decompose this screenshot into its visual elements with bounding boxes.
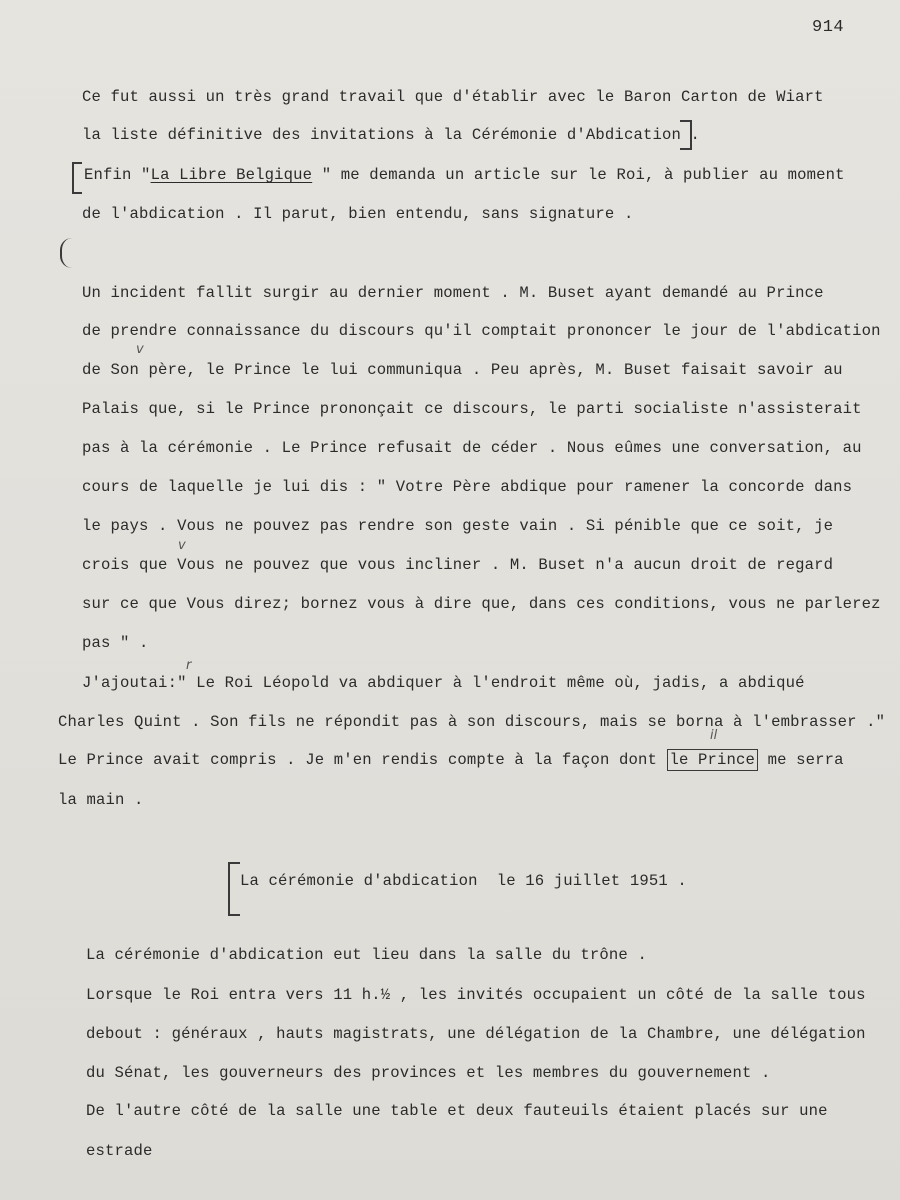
handwritten-annotation: v xyxy=(136,342,144,357)
text-line: Un incident fallit surgir au dernier moment . M. Buset ayant demandé au Prince xyxy=(82,284,824,302)
text-line: la main . xyxy=(58,791,144,809)
text-line: de Son père, le Prince le lui communiqua . Peu après, M. Buset faisait savoir au xyxy=(82,361,843,379)
text-line xyxy=(58,750,844,770)
text-line: La cérémonie d'abdication eut lieu dans la salle du trône . xyxy=(86,946,647,964)
text-line: sur ce que Vous direz; bornez vous à dire que, dans ces conditions, vous ne parlerez xyxy=(82,595,881,613)
text-line: de l'abdication . Il parut, bien entendu, sans signature . xyxy=(82,205,634,223)
text-line: Charles Quint . Son fils ne répondit pas à son discours, mais se borna à l'embrasser ." xyxy=(58,713,886,731)
handwritten-annotation: r xyxy=(186,658,192,673)
text-line: pas " . xyxy=(82,634,149,652)
text-line: J'ajoutai:" Le Roi Léopold va abdiquer à l'endroit même où, jadis, a abdiqué xyxy=(82,674,805,692)
text-line: de prendre connaissance du discours qu'il comptait prononcer le jour de l'abdication xyxy=(82,322,881,340)
text-segment: me serra xyxy=(758,751,844,769)
text-line: debout : généraux , hauts magistrats, une délégation de la Chambre, une délégation xyxy=(86,1025,866,1043)
text-segment: Enfin " xyxy=(84,166,151,184)
text-line: crois que Vous ne pouvez que vous incliner . M. Buset n'a aucun droit de regard xyxy=(82,556,834,574)
text-line: le pays . Vous ne pouvez pas rendre son geste vain . Si pénible que ce soit, je xyxy=(82,517,834,535)
text-line: la liste définitive des invitations à la Cérémonie d'Abdication . xyxy=(82,126,701,144)
edit-bracket-mark xyxy=(680,120,692,150)
text-line: Palais que, si le Prince prononçait ce discours, le parti socialiste n'assisterait xyxy=(82,400,862,418)
text-line: du Sénat, les gouverneurs des provinces et les membres du gouvernement . xyxy=(86,1064,771,1082)
margin-paren-mark xyxy=(60,238,74,268)
text-segment: Le Prince avait compris . Je m'en rendis compte à la façon dont xyxy=(58,751,667,769)
text-line: cours de laquelle je lui dis : " Votre Père abdique pour ramener la concorde dans xyxy=(82,478,853,496)
handwritten-annotation: v xyxy=(178,538,186,553)
handwritten-annotation: il xyxy=(710,728,718,743)
section-heading: La cérémonie d'abdication le 16 juillet 1951 . xyxy=(240,872,687,890)
text-line: Ce fut aussi un très grand travail que d'établir avec le Baron Carton de Wiart xyxy=(82,88,824,106)
text-segment: " me demanda un article sur le Roi, à publier au moment xyxy=(312,166,845,184)
struck-segment: le Prince xyxy=(667,749,759,771)
text-line: De l'autre côté de la salle une table et deux fauteuils étaient placés sur une xyxy=(86,1102,828,1120)
newspaper-title: La Libre Belgique xyxy=(150,166,313,184)
edit-bracket-mark xyxy=(228,862,240,916)
page-number: 914 xyxy=(812,18,845,37)
edit-bracket-mark xyxy=(72,162,82,194)
text-line: pas à la cérémonie . Le Prince refusait de céder . Nous eûmes une conversation, au xyxy=(82,439,862,457)
text-line xyxy=(84,165,845,185)
text-line: Lorsque le Roi entra vers 11 h.½ , les invités occupaient un côté de la salle tous xyxy=(86,986,866,1004)
text-line: estrade xyxy=(86,1142,153,1160)
